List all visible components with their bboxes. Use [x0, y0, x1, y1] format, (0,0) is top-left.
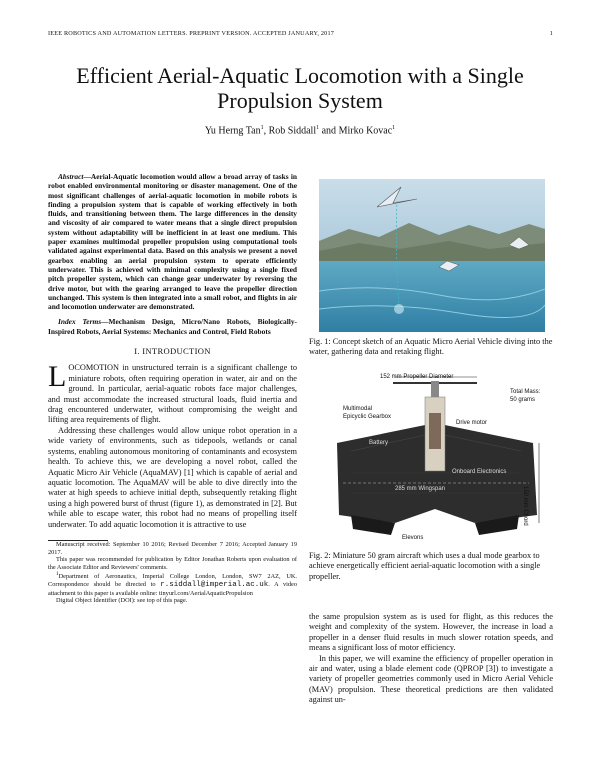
- footnote-affiliation: [48, 571, 297, 597]
- footnote-editor: This paper was recommended for publication by Editor Jonathan Roberts upon evaluation of the Associate Editor and Reviewers' comments.: [48, 556, 297, 571]
- label-wingspan: 285 mm Wingspan: [395, 486, 446, 492]
- author-name: Yu Herng Tan: [204, 125, 261, 137]
- label-elevons: Elevons: [402, 535, 424, 541]
- abstract: [48, 172, 297, 311]
- body-paragraph: the same propulsion system as is used for flight, as this reduces the weight and complexity of the system. However, the increase in load a propeller in a denser fluid results in much slower rotation speeds, and means a significant loss of motor efficiency.: [309, 612, 553, 653]
- footnote-manuscript: Manuscript received: September 10 2016; Revised December 7 2016; Accepted January 19 2017.: [48, 540, 297, 556]
- figure-1-concept-sketch: [319, 179, 545, 332]
- left-column: [48, 172, 297, 605]
- intro-text-1: in unstructured terrain is a significant challenge to miniature robots, often requiring operation in water, air and on the ground. In particular, aerial-aquatic robots face major challenges, and must accommodate the increased structural loads, fluid inertia and drag encountered underwater, without compromising the weight and lifting area requirements of flight.: [48, 363, 297, 425]
- running-header: [48, 30, 553, 37]
- author-affiliation: 1: [392, 125, 396, 131]
- intro-paragraph-2: Addressing these challenges would allow unique robot operation in a wide variety of environments, such as tidepools, wetlands or canal systems, enabling autonomous monitoring of contaminants and ecosystem health. To achieve this, we are developing a novel robot, called the Aquatic Micro Air Vehicle (AquaMAV) [1] which is capable of aerial and aquatic locomotion. The AquaMAV will be able to dive directly into the water at high speeds to achieve initial depth, subsequently retaking flight using a high powered burst of thrust (figure 1), as demonstrated in [2]. But while able to escape water, this robot had no means of propelling itself underwater. To add aquatic locomotion it is attractive to use: [48, 425, 297, 529]
- footnote-mark: 1: [56, 571, 59, 578]
- label-battery: Battery: [369, 440, 389, 446]
- intro-paragraph-1: [48, 360, 297, 425]
- footnote-doi: Digital Object Identifier (DOI): see top of this page.: [56, 597, 188, 605]
- label-gearbox: Multimodal Epicyclic Gearbox: [343, 406, 392, 420]
- footnote-aff-text: Department of Aeronautics, Imperial College London, London, SW7 2AZ, UK. Correspondence should be directed to: [48, 573, 297, 589]
- email-link[interactable]: r.siddall@imperial.ac.uk: [160, 581, 269, 590]
- abstract-text: —Aerial-Aquatic locomotion would allow a broad array of tasks in robot enabled environmental monitoring or disaster management. One of the most significant challenges of aerial-aquatic locomotion in mobile robots is finding a propulsion system that is capable of working effectively in both fluids, and transitioning between them. The large differences in the density and viscosity of air compared to water means that a single direct propulsion system without adaptability will be inefficient in at least one medium. This paper examines multimodal propeller propulsion using computational tools validated against experimental data. Based on this analysis we present a novel gearbox enabling an aerial propulsion system to operate efficiently underwater. This is achieved with minimal complexity using a single fixed pitch propeller system, which can change gear underwater by reversing the drive motor, but with the gearing arranged to leave the propeller direction unchanged. This system is then integrated into a small robot, and flights in air and locomotion underwater are demonstrated.: [48, 172, 297, 312]
- sea-surface: [319, 261, 545, 332]
- author-affiliation: 1: [316, 125, 320, 131]
- gearbox: [431, 381, 439, 397]
- figure-2-caption: Fig. 2: Miniature 50 gram aircraft which uses a dual mode gearbox to achieve energetically efficient aerial-aquatic locomotion with a single propeller.: [309, 551, 541, 581]
- label-propeller-diameter: 152 mm Propeller Diameter: [380, 374, 454, 380]
- electronics: [429, 413, 441, 449]
- author-separator: and: [319, 125, 339, 137]
- author-list: [40, 125, 560, 136]
- page-number: 1: [549, 30, 553, 37]
- author-name: Rob Siddall: [268, 125, 317, 137]
- intro-first-word: OCOMOTION: [68, 363, 120, 373]
- index-terms: [48, 317, 297, 336]
- label-total-mass: Total Mass: 50 grams: [510, 389, 541, 403]
- author-separator: ,: [263, 125, 269, 137]
- journal-header: IEEE ROBOTICS AND AUTOMATION LETTERS. PREPRINT VERSION. ACCEPTED JANUARY, 2017: [48, 30, 335, 37]
- index-terms-text: —Mechanism Design, Micro/Nano Robots, Biologically-Inspired Robots, Aerial Systems: Mechanics and Control, Field Robots: [48, 317, 297, 336]
- label-electronics: Onboard Electronics: [452, 469, 507, 475]
- drop-cap: L: [48, 360, 67, 394]
- author-affiliation: 1: [260, 125, 264, 131]
- figure-1-caption: Fig. 1: Concept sketch of an Aquatic Micro Aerial Vehicle diving into the water, gathering data and retaking flight.: [309, 337, 553, 357]
- section-heading: I. INTRODUCTION: [134, 346, 211, 357]
- label-drive-motor: Drive motor: [456, 420, 488, 426]
- body-paragraph: In this paper, we will examine the efficiency of propeller operation in air and water, using a blade element code (QPROP [3]) to investigate a variety of propeller geometries commonly used in Micro Aerial Vehicle (MAV) propulsion. These theoretical predictions are then validated against un-: [309, 653, 553, 705]
- abstract-label: Abstract: [58, 172, 84, 181]
- splash: [394, 304, 404, 314]
- footnote-video: . A video attachment to this paper is available online: tinyurl.com/AerialAquaticPropulsion: [48, 581, 297, 597]
- paper-title: Efficient Aerial-Aquatic Locomotion with a Single Propulsion System: [76, 63, 524, 113]
- label-chord: 150 mm Chord: [522, 486, 528, 526]
- right-column-text: [309, 612, 553, 706]
- author-name: Mirko Kovac: [338, 125, 393, 137]
- index-terms-label: Index Terms: [58, 317, 102, 327]
